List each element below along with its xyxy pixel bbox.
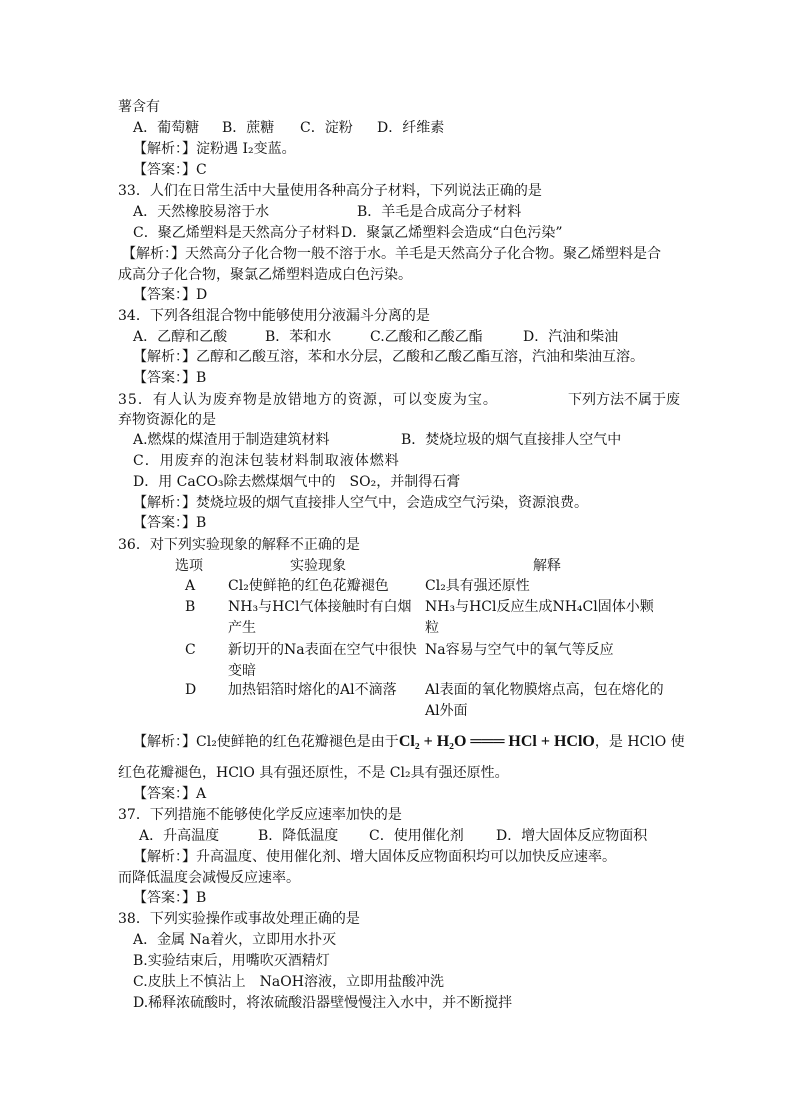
table-header-explanation: 解释 [533,558,561,574]
table-cell-explanation: Cl₂具有强还原性 [425,578,530,594]
q32-answer: 【答案：】C [133,162,207,178]
q37-analysis-line-1: 【解析：】升高温度、使用催化剂、增大固体反应物面积均可以加快反应速率。 [133,849,616,865]
q33-analysis-line-2: 成高分子化合物，聚氯乙烯塑料造成白色污染。 [118,267,412,283]
q33-option-c: C．聚乙烯塑料是天然高分子材料 [133,225,340,241]
q32-option-c: C．淀粉 [300,120,353,136]
q37-option-c: C．使用催化剂 [369,828,464,844]
q32-option-d: D．纤维素 [377,120,445,136]
table-cell-phenomenon: NH₃与HCl气体接触时有白烟产生 [228,599,412,636]
q36-equation: Cl₂ + H₂O ═══ HCl + HClO [398,733,595,750]
q35-option-a: A.燃煤的煤渣用于制造建筑材料 [133,432,330,448]
table-cell-option: B [185,599,196,615]
q33-option-d: D．聚氯乙烯塑料会造成“白色污染” [341,225,563,241]
q38-option-d: D.稀释浓硫酸时，将浓硫酸沿器壁慢慢注入水中，并不断搅拌 [133,995,513,1011]
q36-answer: 【答案：】A [133,786,207,802]
table-cell-option: C [185,642,196,658]
q33-answer: 【答案：】D [133,287,208,303]
q36-analysis-prefix: 【解析：】Cl₂使鲜艳的红色花瓣褪色是由于 [133,734,399,750]
q33-stem: 33．人们在日常生活中大量使用各种高分子材料，下列说法正确的是 [118,183,542,199]
q35-option-c: C．用废弃的泡沫包装材料制取液体燃料 [133,453,400,469]
q36-analysis-line-2: 红色花瓣褪色，HClO 具有强还原性，不是 Cl₂具有强还原性。 [118,765,509,781]
q37-option-d: D．增大固体反应物面积 [496,828,648,844]
q37-analysis-line-2: 而降低温度会减慢反应速率。 [118,870,300,886]
q32-option-a: A．葡萄糖 [133,120,200,136]
q34-option-d: D．汽油和柴油 [523,329,619,345]
q34-stem: 34．下列各组混合物中能够使用分液漏斗分离的是 [118,308,430,324]
table-cell-option: D [185,682,197,698]
q34-analysis: 【解析：】乙醇和乙酸互溶，苯和水分层，乙酸和乙酸乙酯互溶，汽油和柴油互溶。 [133,349,644,365]
q36-analysis-suffix: ，是 HClO 使 [594,734,685,750]
q35-analysis: 【解析：】焚烧垃圾的烟气直接排人空气中，会造成空气污染，资源浪费。 [133,495,588,511]
q35-stem-part-1: 35．有人认为废弃物是放错地方的资源，可以变废为宝。 [118,392,498,408]
q34-answer: 【答案：】B [133,370,207,386]
q38-option-c: C.皮肤上不慎沾上 NaOH溶液，立即用盐酸冲洗 [133,974,444,990]
table-cell-explanation: Al表面的氧化物膜熔点高，包在熔化的Al外面 [425,682,664,719]
table-cell-option: A [185,578,196,594]
q37-stem: 37．下列措施不能够使化学反应速率加快的是 [118,807,402,823]
q34-option-c: C.乙酸和乙酸乙酯 [370,329,483,345]
q34-option-a: A．乙醇和乙酸 [133,329,228,345]
q34-option-b: B．苯和水 [265,329,332,345]
q37-answer: 【答案：】B [133,890,207,906]
q36-analysis-line-1 [133,730,685,754]
q33-option-a: A．天然橡胶易溶于水 [133,204,270,220]
q37-option-a: A．升高温度 [139,828,220,844]
table-cell-explanation: Na容易与空气中的氧气等反应 [425,642,614,658]
q32-stem-end: 薯含有 [118,99,160,115]
q33-analysis-line-1: 【解析：】天然高分子化合物一般不溶于水。羊毛是天然高分子化合物。聚乙烯塑料是合 [122,246,661,262]
q37-option-b: B．降低温度 [258,828,339,844]
q32-option-b: B．蔗糖 [222,120,275,136]
table-cell-phenomenon: 加热铝箔时熔化的Al不滴落 [228,682,397,698]
q38-option-a: A．金属 Na着火，立即用水扑灭 [133,932,337,948]
table-cell-phenomenon: Cl₂使鲜艳的红色花瓣褪色 [228,578,389,594]
q35-stem-part-3: 弃物资源化的是 [118,412,216,428]
q35-stem-part-2: 下列方法不属于废 [568,392,680,408]
table-header-option: 选项 [175,558,203,574]
q38-stem: 38．下列实验操作或事故处理正确的是 [118,911,360,927]
q38-option-b: B.实验结束后，用嘴吹灭酒精灯 [133,953,330,969]
table-header-phenomenon: 实验现象 [290,558,346,574]
table-cell-phenomenon: 新切开的Na表面在空气中很快变暗 [228,642,417,679]
q36-stem: 36．对下列实验现象的解释不正确的是 [118,537,360,553]
q33-option-b: B．羊毛是合成高分子材料 [357,204,522,220]
q32-analysis: 【解析：】淀粉遇 I₂变蓝。 [133,141,296,157]
q35-option-b: B．焚烧垃圾的烟气直接排人空气中 [401,432,622,448]
q35-option-d: D．用 CaCO₃除去燃煤烟气中的 SO₂，并制得石膏 [133,474,461,490]
table-cell-explanation: NH₃与HCl反应生成NH₄Cl固体小颗粒 [425,599,654,636]
q35-answer: 【答案：】B [133,515,207,531]
